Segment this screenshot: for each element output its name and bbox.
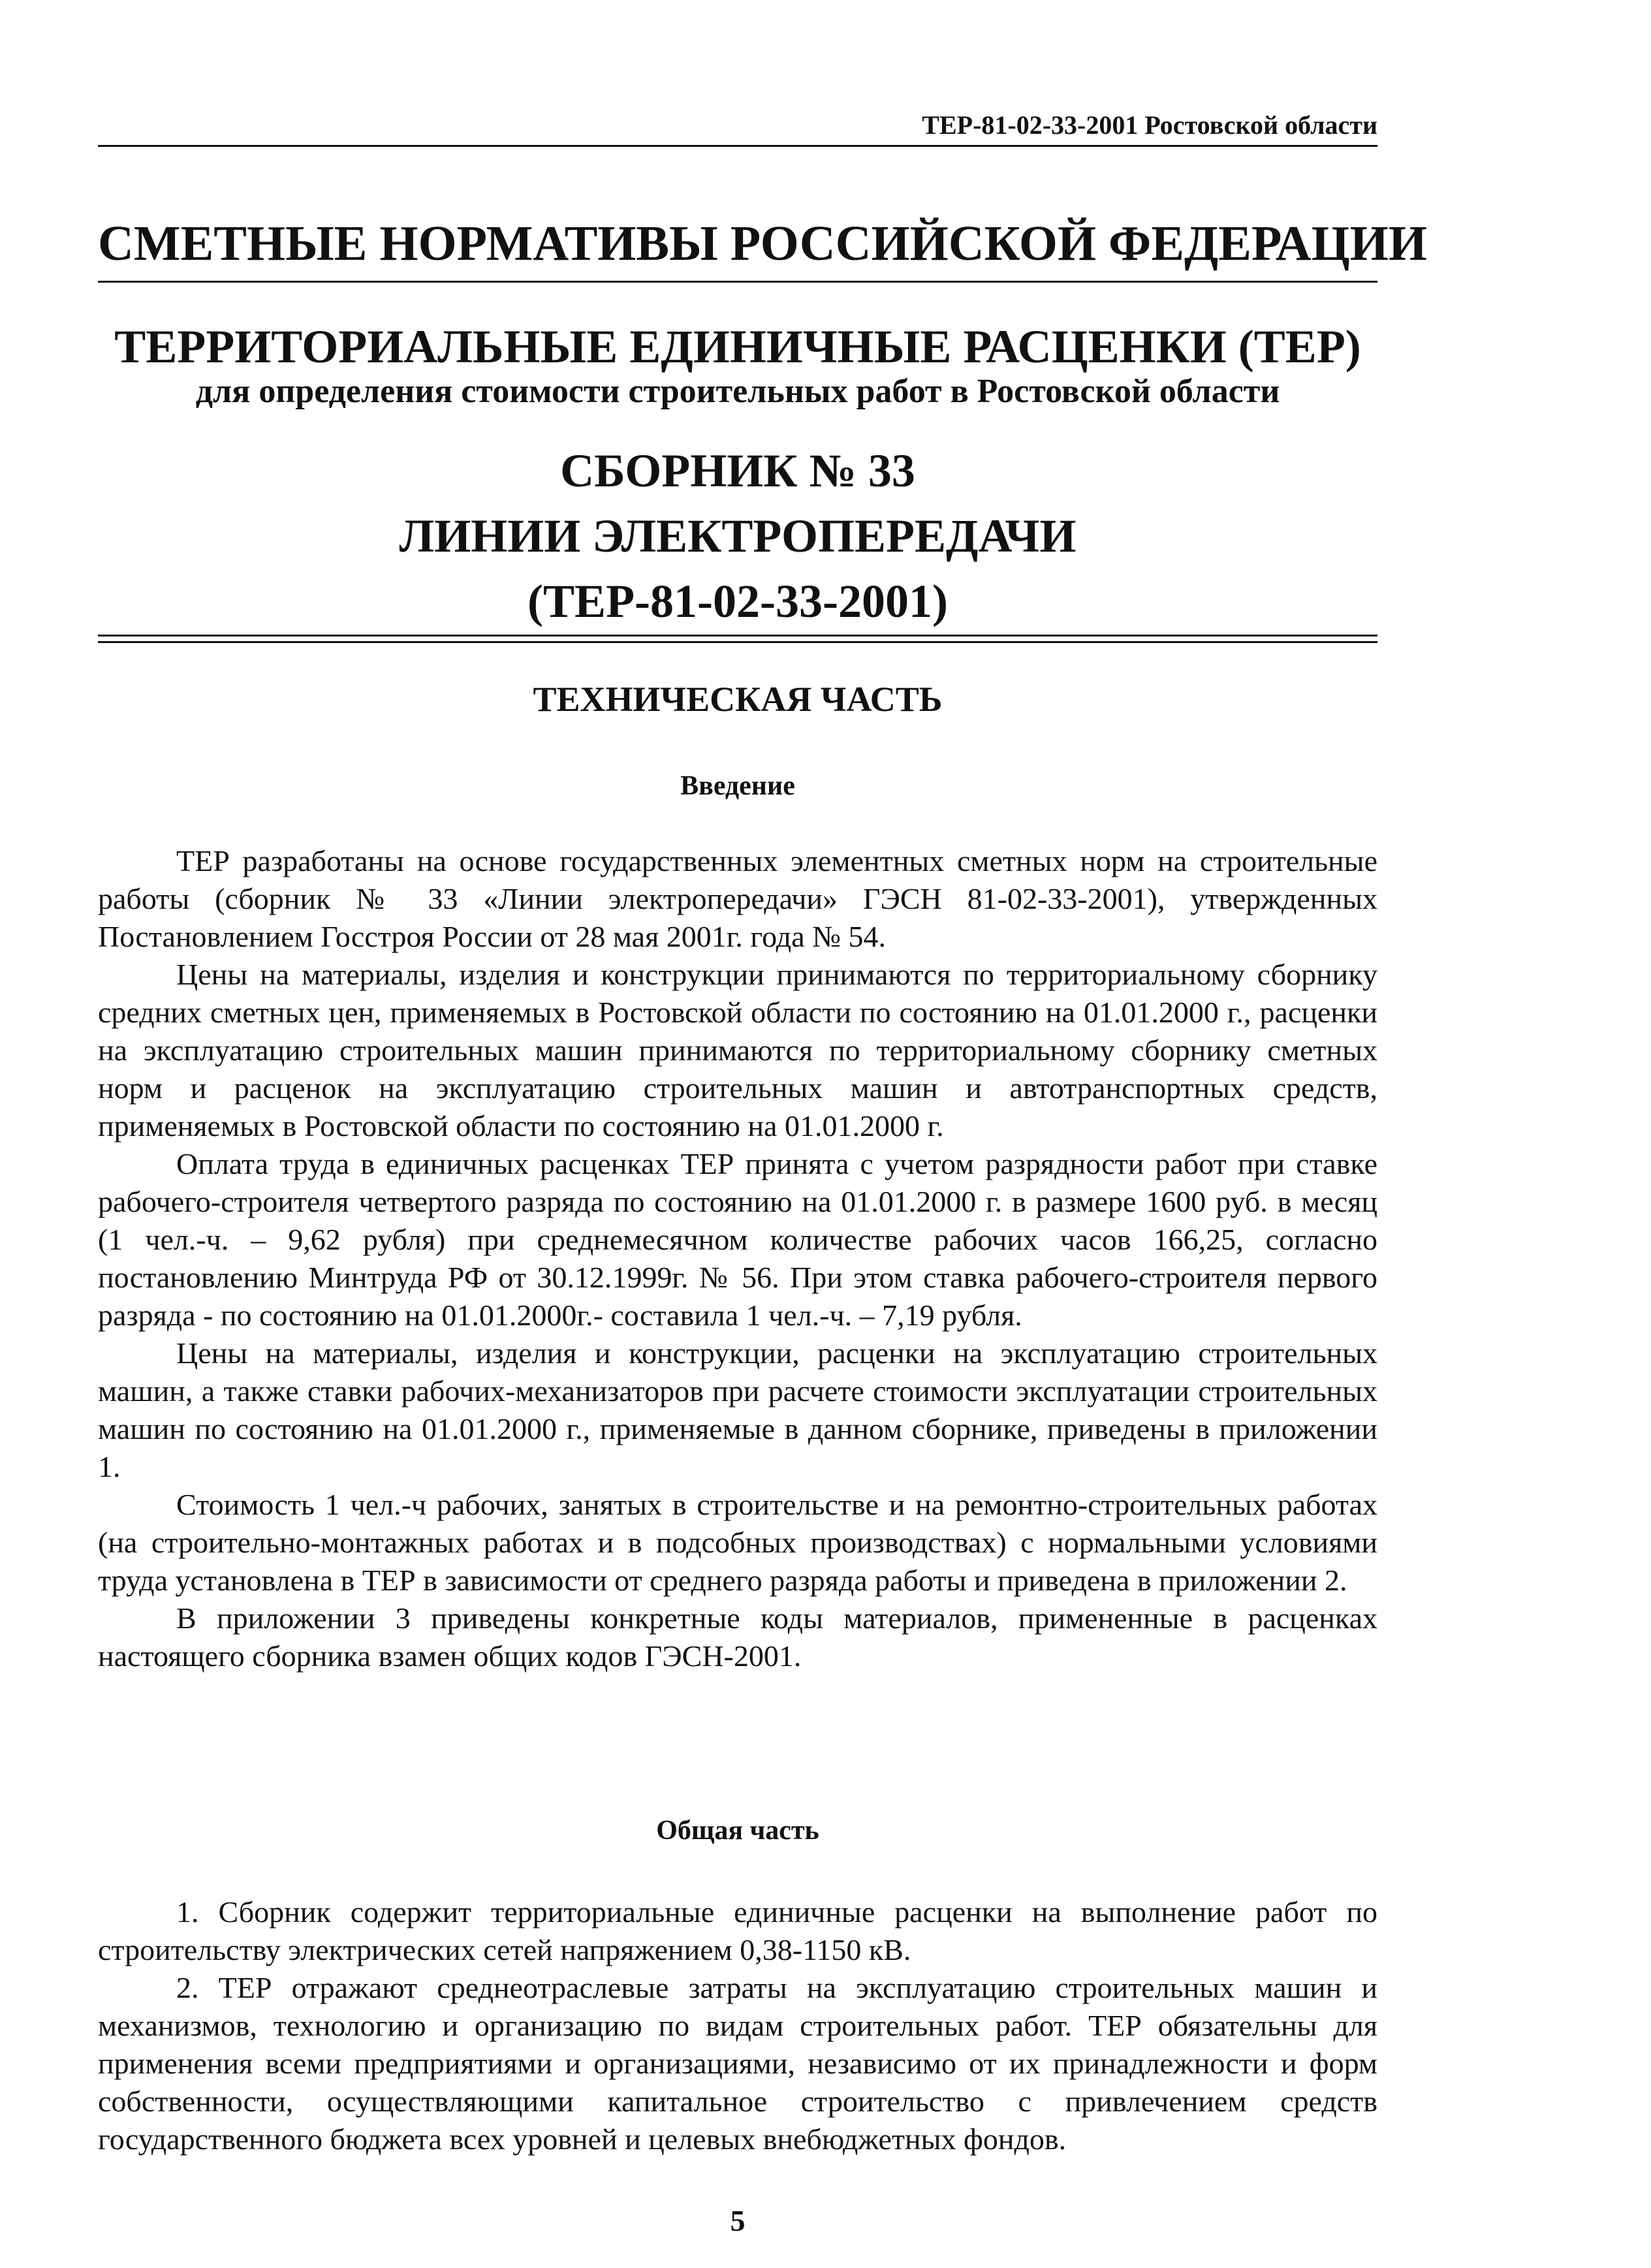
page-number: 5 xyxy=(730,2204,746,2237)
double-rule-bottom xyxy=(98,641,1377,643)
intro-paragraph: Цены на материалы, изделия и конструкции принимаются по территориальному сборнику средних сметных цен, применяемых в Ростовской области по состоянию на 01.01.2000 г., расценки на эксплуатацию строительных машин принимаются по территориальному сборнику сметных норм и расценок на эксплуатацию строительных машин и автотранспортных средств, применяемых в Ростовской области по состоянию на 01.01.2000 г. xyxy=(98,958,1377,1142)
general-paragraph: 1. Сборник содержит территориальные единичные расценки на выполнение работ по строительству электрических сетей напряжением 0,38-1150 кВ. xyxy=(98,1895,1377,1966)
purpose-subtitle: для определения стоимости строительных работ в Ростовской области xyxy=(195,373,1280,410)
general-part-heading: Общая часть xyxy=(656,1816,819,1846)
introduction-text xyxy=(98,842,1377,1675)
general-text xyxy=(98,1893,1377,2158)
double-rule-top xyxy=(98,635,1377,637)
document-code: (ТЕР-81-02-33-2001) xyxy=(527,575,948,627)
intro-paragraph: В приложении 3 приведены конкретные коды материалов, примененные в расценках настоящего сборника взамен общих кодов ГЭСН-2001. xyxy=(98,1601,1377,1673)
header-rule xyxy=(98,145,1377,147)
general-paragraph: 2. ТЕР отражают среднеотраслевые затраты на эксплуатацию строительных машин и механизмов, технологию и организацию по видам строительных работ. ТЕР обязательны для применения всеми предприятиями и организациями, независимо от их принадлежности и форм собственности, осуществляющими капитальное строительство с привлечением средств государственного бюджета всех уровней и целевых внебюджетных фондов. xyxy=(98,1971,1377,2156)
intro-paragraph: Оплата труда в единичных расценках ТЕР принята с учетом разрядности работ при ставке рабочего-строителя четвертого разряда по состоянию на 01.01.2000 г. в размере 1600 руб. в месяц (1 чел.-ч. – 9,62 рубля) при среднемесячном количестве рабочих часов 166,25, согласно постановлению Минтруда РФ от 30.12.1999г. № 56. При этом ставка рабочего-строителя первого разряда - по состоянию на 01.01.2000г.- составила 1 чел.-ч. – 7,19 рубля. xyxy=(98,1147,1377,1332)
intro-paragraph: Стоимость 1 чел.-ч рабочих, занятых в строительстве и на ремонтно-строительных работах (на строительно-монтажных работах и в подсобных производствах) с нормальными условиями труда установлена в ТЕР в зависимости от среднего разряда работы и приведена в приложении 2. xyxy=(98,1488,1377,1597)
ter-title: ТЕРРИТОРИАЛЬНЫЕ ЕДИНИЧНЫЕ РАСЦЕНКИ (ТЕР) xyxy=(114,321,1361,373)
title-rule xyxy=(98,281,1377,283)
intro-paragraph: ТЕР разработаны на основе государственных элементных сметных норм на строительные работы (сборник № 33 «Линии электропередачи» ГЭСН 81-02-33-2001), утвержденных Постановлением Госстроя России от 28 мая 2001г. года № 54. xyxy=(98,844,1377,953)
running-header: ТЕР-81-02-33-2001 Ростовской области xyxy=(922,110,1377,140)
section-title: ЛИНИИ ЭЛЕКТРОПЕРЕДАЧИ xyxy=(399,510,1077,562)
main-title: СМЕТНЫЕ НОРМАТИВЫ РОССИЙСКОЙ ФЕДЕРАЦИИ xyxy=(98,216,1427,271)
intro-paragraph: Цены на материалы, изделия и конструкции, расценки на эксплуатацию строительных машин, а также ставки рабочих-механизаторов при расчете стоимости эксплуатации строительных машин по состоянию на 01.01.2000 г., применяемые в данном сборнике, приведены в приложении 1. xyxy=(98,1336,1377,1483)
collection-title: СБОРНИК № 33 xyxy=(560,445,915,497)
introduction-heading: Введение xyxy=(680,771,795,801)
technical-part-heading: ТЕХНИЧЕСКАЯ ЧАСТЬ xyxy=(533,680,943,719)
